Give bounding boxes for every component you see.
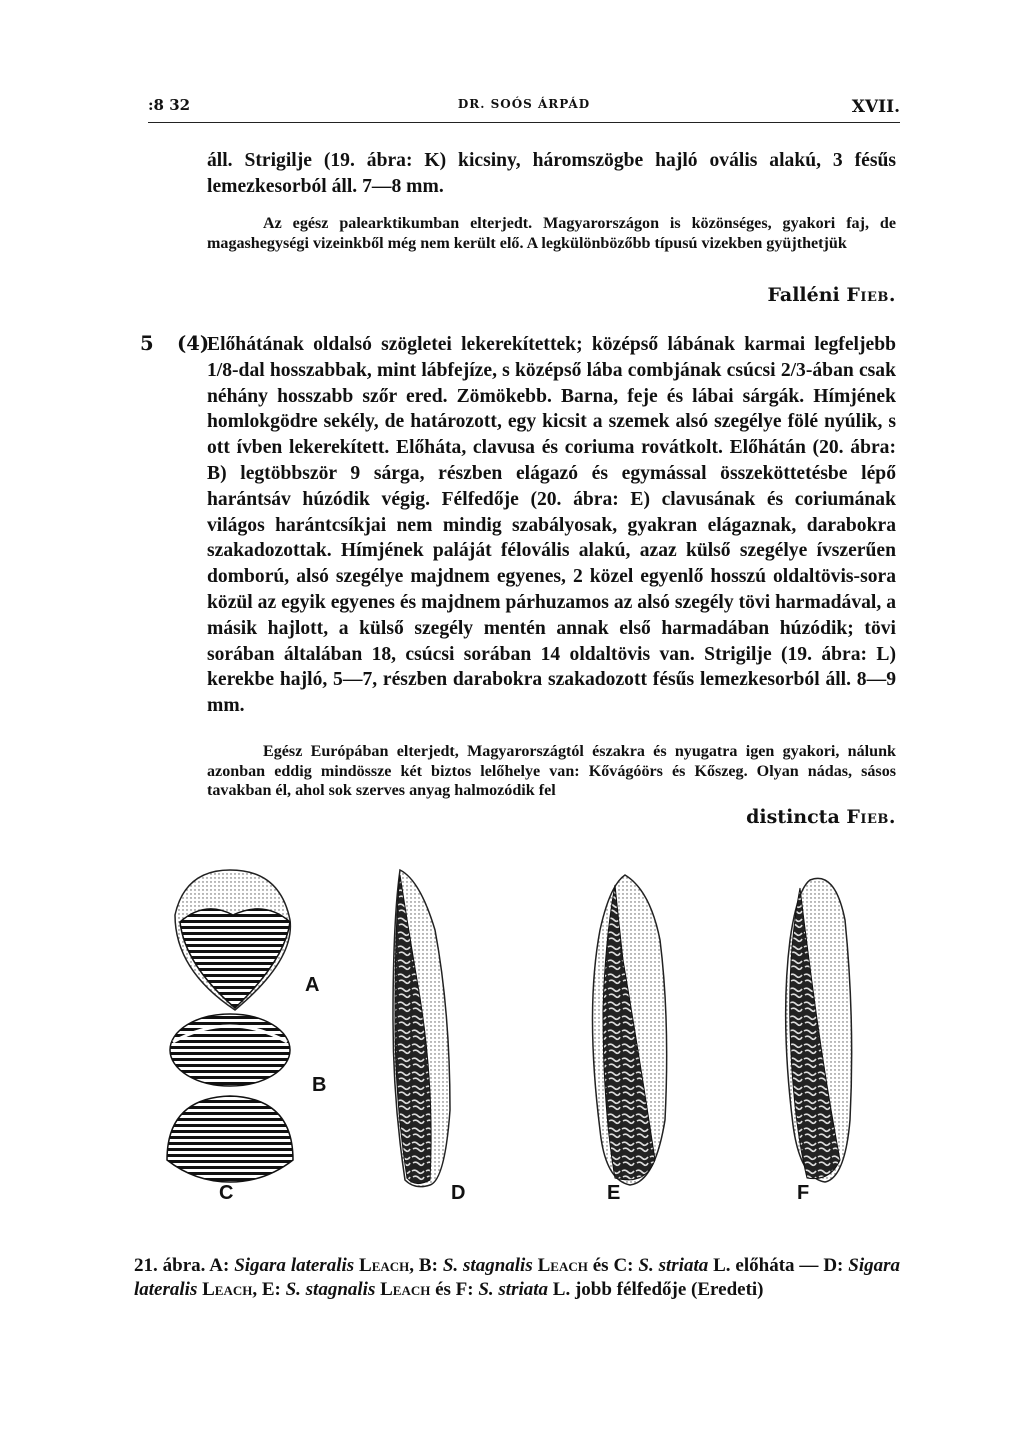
- species-name: S. stagnalis: [285, 1279, 376, 1300]
- caption-text: L. előháta — D:: [713, 1255, 844, 1276]
- caption-text: , B:: [409, 1255, 438, 1276]
- pronotum-a: [175, 870, 290, 1010]
- figure-21: [145, 860, 905, 1205]
- key-couplet-number: 5: [140, 332, 154, 355]
- hemelytron-d: [393, 870, 450, 1187]
- species-authority: Leach: [202, 1279, 253, 1300]
- hemelytron-e: [593, 875, 667, 1185]
- pronotum-b: [170, 1014, 290, 1086]
- caption-text: L. jobb félfedője (Eredeti): [552, 1279, 764, 1300]
- species-name: Sigara lateralis: [234, 1255, 355, 1276]
- paragraph-strigil: áll. Strigilje (19. ábra: K) kicsiny, háromszögbe hajló ovális alakú, 3 fésűs lemezkesorból áll. 7—8 mm.: [207, 150, 896, 197]
- pronotum-c: [167, 1096, 293, 1182]
- running-head-author: DR. SOÓS ÁRPÁD: [457, 97, 591, 111]
- figure-label-d: D: [451, 1182, 466, 1204]
- species-name-distincta: [746, 806, 896, 828]
- figure-caption: [134, 1254, 900, 1302]
- species-authority: Fieb.: [846, 284, 896, 306]
- caption-text: és F:: [435, 1279, 474, 1300]
- species-name: S. stagnalis: [442, 1255, 533, 1276]
- figure-illustration: [145, 860, 905, 1205]
- species-name-falleni: [767, 284, 896, 306]
- hemelytron-f: [786, 878, 852, 1182]
- figure-label-a: A: [305, 974, 320, 996]
- species-epithet: Falléni: [767, 284, 840, 306]
- page-number: :8 32: [148, 96, 191, 114]
- caption-text: és C:: [592, 1255, 634, 1276]
- caption-number: 21. ábra.: [134, 1255, 206, 1276]
- distribution-note-1: Az egész palearktikumban elterjedt. Magyarországon is közönséges, gyakori faj, de magashegységi vizeinkből még nem került elő. A legkülönbözőbb típusú vizekben gyüjthetjük: [207, 215, 896, 252]
- species-epithet: distincta: [746, 806, 840, 828]
- running-header: [148, 96, 900, 123]
- figure-label-c: C: [219, 1182, 234, 1204]
- species-authority: Fieb.: [846, 806, 896, 828]
- figure-label-f: F: [797, 1182, 810, 1204]
- caption-text: , E:: [252, 1279, 281, 1300]
- species-authority: Leach: [359, 1255, 410, 1276]
- species-authority: Leach: [537, 1255, 588, 1276]
- key-couplet-reference: (4): [177, 332, 210, 355]
- distribution-note-2: Egész Európában elterjedt, Magyarországtól északra és nyugatra igen gyakori, nálunk azonban eddig mindössze két biztos lelőhelye van: Kővágóörs és Kőszeg. Olyan nádas, sásos tavakban él, ahol sok szerves anyag halmozódik fel: [207, 743, 896, 800]
- species-authority: Leach: [380, 1279, 431, 1300]
- figure-label-e: E: [607, 1182, 621, 1204]
- figure-label-b: B: [312, 1074, 327, 1096]
- paragraph-description: Előhátának oldalsó szögletei lekerekítettek; középső lábának karmai legfeljebb 1/8-dal hosszabbak, mint lábfejíze, s középső lába combjának csúcsi 2/3-ában csak néhány hosszabb szőr ered. Zömökebb. Barna, feje és lábai sárgák. Hímjének homlokgödre sekély, de határozott, egy kicsit a szemek alsó szegélye fölé nyúlik, s ott ívben lekerekített. Előháta, clavusa és coriuma rovátkolt. Előhátán (20. ábra: B) legtöbbször 9 sárga, részben elágazó és egymással összeköttetésbe lépő harántsáv húzódik végig. Félfedője (20. ábra: E) clavusának és coriumának világos harántcsíkjai nem mindig szabályosak, gyakran elágaznak, darabokra szakadozottak. Hímjének paláját félovális alakú, azaz külső szegélye ívszerűen domború, alsó szegélye majdnem egyenes, 2 közel egyenlő hosszú oldaltövis-sora közül az egyik egyenes és majdnem párhuzamos az alsó szegély tövi harmadával, a másik hajlott, a külső szegély mentén annak első harmadában húzódik; tövi sorában általában 18, csúcsi sorában 14 oldaltövis van. Strigilje (19. ábra: L) kerekbe hajló, 5—7, részben darabokra szakadozott fésűs lemezkesorból áll. 8—9 mm.: [207, 334, 896, 717]
- caption-text: A:: [209, 1255, 230, 1276]
- species-name: S. striata: [638, 1255, 709, 1276]
- species-name: Sigara lateralis: [134, 1255, 901, 1300]
- chapter-number: XVII.: [851, 97, 900, 117]
- species-name: S. striata: [478, 1279, 549, 1300]
